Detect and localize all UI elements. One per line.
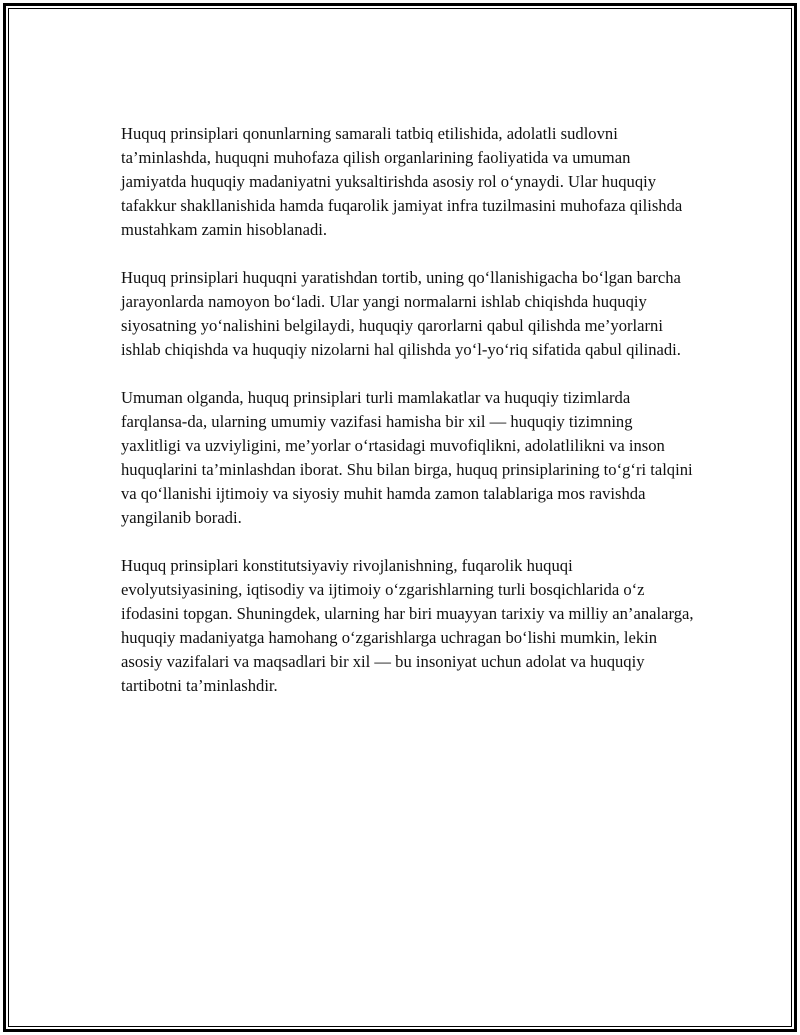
paragraph-4: Huquq prinsiplari konstitutsiyaviy rivojlanishning, fuqarolik huquqi evolyutsiyasining, iqtisodiy va ijtimoiy oʻzgarishlarning turli bosqichlarida oʻz ifodasini topgan. Shuningdek, ularning har biri muayyan tarixiy va milliy an’analarga, huquqiy madaniyatga hamohang oʻzgarishlarga uchragan boʻlishi mumkin, lekin asosiy vazifalari va maqsadlari bir xil — bu insoniyat uchun adolat va huquqiy tartibotni ta’minlashdir.: [121, 556, 694, 695]
page-border: [3, 3, 797, 1032]
document-body: [121, 122, 696, 722]
paragraph-1: Huquq prinsiplari qonunlarning samarali tatbiq etilishida, adolatli sudlovni ta’minlashda, huquqni muhofaza qilish organlarining faoliyatida va umuman jamiyatda huquqiy madaniyatni yuksaltirishda asosiy rol oʻynaydi. Ular huquqiy tafakkur shakllanishida hamda fuqarolik jamiyat infra tuzilmasini muhofaza qilishda mustahkam zamin hisoblanadi.: [121, 124, 683, 239]
paragraph-2: Huquq prinsiplari huquqni yaratishdan tortib, uning qoʻllanishigacha boʻlgan barcha jarayonlarda namoyon boʻladi. Ular yangi normalarni ishlab chiqishda huquqiy siyosatning yoʻnalishini belgilaydi, huquqiy qarorlarni qabul qilishda me’yorlarni ishlab chiqishda va huquqiy nizolarni hal qilishda yoʻl-yoʻriq sifatida qabul qilinadi.: [121, 268, 681, 359]
paragraph-3: Umuman olganda, huquq prinsiplari turli mamlakatlar va huquqiy tizimlarda farqlansa-da, ularning umumiy vazifasi hamisha bir xil — huquqiy tizimning yaxlitligi va uzviyligini, me’yorlar oʻrtasidagi muvofiqlikni, adolatlilikni va inson huquqlarini ta’minlashdan iborat. Shu bilan birga, huquq prinsiplarining toʻgʻri talqini va qoʻllanishi ijtimoiy va siyosiy muhit hamda zamon talablariga mos ravishda yangilanib boradi.: [121, 388, 693, 527]
